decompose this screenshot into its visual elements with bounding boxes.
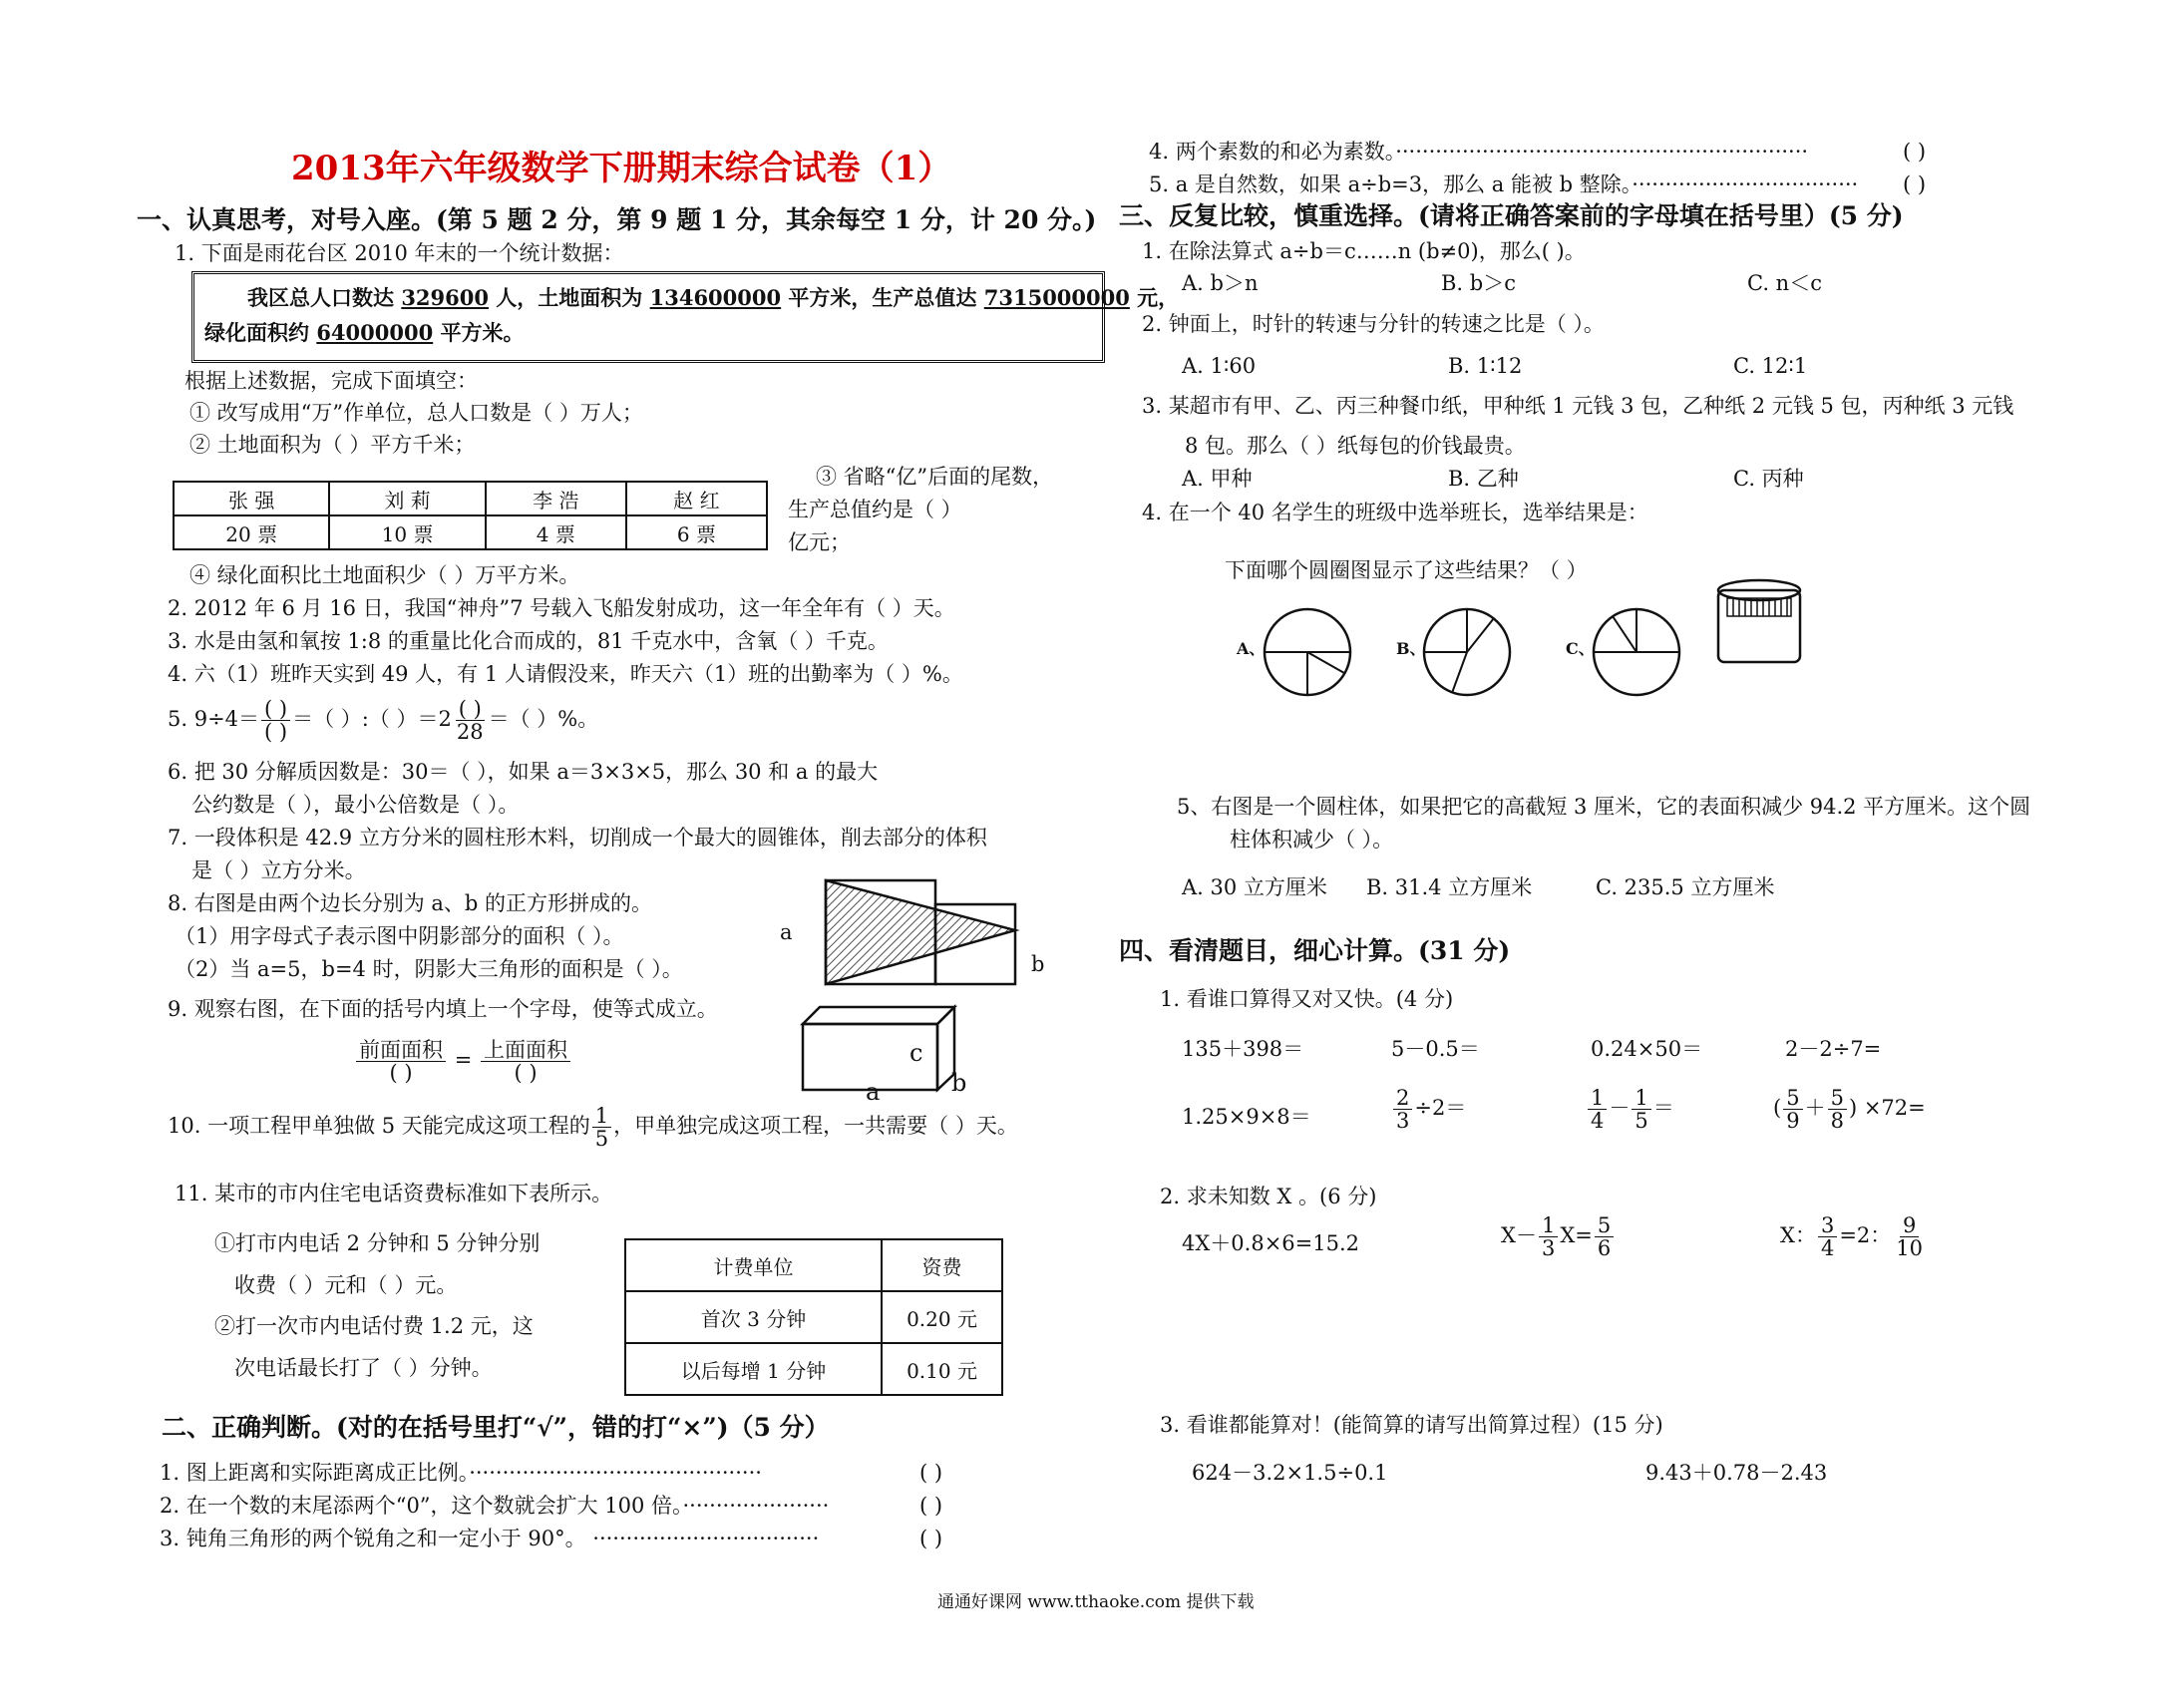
section-1-heading: 一、认真思考，对号入座。(第 5 题 2 分，第 9 题 1 分，其余每空 1 分，计 20 分。): [137, 205, 1097, 234]
calc-1-text: 1. 看谁口算得又对又快。(4 分): [1160, 987, 1454, 1011]
label-c: c: [909, 1039, 923, 1067]
vote-name: 李 浩: [486, 482, 626, 515]
choice-3-opt-c: C. 丙种: [1733, 467, 1804, 491]
q11-1b: 收费（ ）元和（ ）元。: [234, 1273, 458, 1297]
judge-4: 4. 两个素数的和必为素数。······························································: [1149, 140, 1809, 164]
fee-cell: 以后每增 1 分钟: [625, 1343, 882, 1395]
calc-3-text: 3. 看谁都能算对！(能简算的请写出简算过程）(15 分): [1160, 1413, 1663, 1437]
votes-table: [173, 481, 768, 550]
cylinder-icon: [1713, 576, 1805, 676]
calc-1-r1-c: 0.24×50＝: [1591, 1037, 1703, 1061]
section-4-heading: 四、看清题目，细心计算。(31 分): [1119, 936, 1511, 965]
choice-5-line-2: 柱体积减少（ ）。: [1230, 828, 1394, 852]
calc-1-r1-b: 5－0.5＝: [1391, 1037, 1480, 1061]
section-2-heading: 二、正确判断。(对的在括号里打“√”，错的打“×”)（5 分）: [162, 1413, 830, 1442]
fill-3a: ③ 省略“亿”后面的尾数，: [816, 465, 1054, 489]
q7-line-2: 是（ ）立方分米。: [191, 858, 366, 882]
calc-1-r2-a: 1.25×9×8＝: [1182, 1105, 1311, 1129]
calc-3-eq-1: 624－3.2×1.5÷0.1: [1192, 1461, 1388, 1485]
calc-1-r2-c: $\frac{1}{4}$ － $\frac{1}{5}$ ＝: [1586, 1087, 1674, 1132]
fill-3c: 亿元；: [788, 530, 851, 554]
q1-text: 1. 下面是雨花台区 2010 年末的一个统计数据：: [175, 241, 624, 265]
q11-2a: ②打一次市内电话付费 1.2 元，这: [214, 1314, 534, 1338]
q5-text: 5. 9÷4＝ $\frac{( )}{( )}$ ＝（ ）:（ ）＝2 $\frac{( )}{28}$ ＝（ ）%。: [168, 697, 599, 745]
q8-line-2: （1）用字母式子表示图中阴影部分的面积（ ）。: [175, 924, 624, 948]
calc-1-r1-d: 2－2÷7=: [1785, 1037, 1882, 1061]
cuboid-figure: [798, 1002, 967, 1097]
calc-1-r2-d: ( $\frac{5}{9}$ ＋ $\frac{5}{8}$ ) ×72=: [1773, 1086, 1926, 1134]
choice-2-opt-b: B. 1∶12: [1448, 354, 1523, 378]
fee-header: 资费: [882, 1239, 1002, 1291]
choice-3-opt-b: B. 乙种: [1448, 467, 1519, 491]
vote-name: 赵 红: [626, 482, 767, 515]
vote-count: 20 票: [174, 515, 329, 549]
choice-3-line-2: 8 包。那么（ ）纸每包的价钱最贵。: [1185, 434, 1526, 458]
judge-1-paren: ( ): [919, 1461, 943, 1485]
stats-line-2: 绿化面积约 64000000 平方米。: [204, 320, 525, 345]
fee-cell: 0.10 元: [882, 1343, 1002, 1395]
fill-prompt: 根据上述数据，完成下面填空：: [184, 369, 478, 393]
fee-cell: 首次 3 分钟: [625, 1291, 882, 1343]
fill-1: ① 改写成用“万”作单位，总人口数是（ ）万人；: [189, 401, 643, 425]
q11-1a: ①打市内电话 2 分钟和 5 分钟分别: [214, 1231, 541, 1255]
choice-5-line-1: 5、右图是一个圆柱体，如果把它的高截短 3 厘米，它的表面积减少 94.2 平方厘米。这个圆: [1177, 795, 2031, 819]
q6-line-2: 公约数是（ ），最小公倍数是（ ）。: [191, 793, 520, 817]
judge-5-paren: ( ): [1903, 172, 1927, 196]
judge-1: 1. 图上距离和实际距离成正比例。············································: [160, 1461, 762, 1485]
vote-count: 4 票: [486, 515, 626, 549]
choice-1: 1. 在除法算式 a÷b＝c……n (b≠0)，那么( )。: [1142, 239, 1586, 263]
judge-4-paren: ( ): [1903, 140, 1927, 164]
calc-1-r2-b: $\frac{2}{3}$ ÷2＝: [1391, 1087, 1466, 1132]
q8-line-3: （2）当 a=5，b=4 时，阴影大三角形的面积是（ ）。: [175, 957, 683, 981]
pie-label-c: C、: [1566, 639, 1595, 658]
q4-text: 4. 六（1）班昨天实到 49 人，有 1 人请假没来，昨天六（1）班的出勤率为（ ）%。: [168, 662, 963, 686]
choice-5-opt-b: B. 31.4 立方厘米: [1366, 875, 1533, 899]
choice-2: 2. 钟面上，时针的转速与分针的转速之比是（ ）。: [1142, 312, 1605, 336]
choice-2-opt-a: A. 1∶60: [1182, 354, 1257, 378]
label-a: a: [780, 920, 793, 944]
footer-text: 通通好课网 www.tthaoke.com 提供下载: [937, 1592, 1255, 1612]
q11-text: 11. 某市的市内住宅电话资费标准如下表所示。: [175, 1182, 613, 1205]
judge-2-paren: ( ): [919, 1494, 943, 1518]
vote-count: 6 票: [626, 515, 767, 549]
label-b: b: [951, 1069, 967, 1097]
choice-3-line-1: 3. 某超市有甲、乙、丙三种餐巾纸，甲种纸 1 元钱 3 包，乙种纸 2 元钱 5 包，丙种纸 3 元钱: [1142, 394, 2014, 418]
choice-1-opt-c: C. n＜c: [1747, 271, 1822, 295]
judge-3: 3. 钝角三角形的两个锐角之和一定小于 90°。 ··································: [160, 1527, 820, 1550]
section-3-heading: 三、反复比较，慎重选择。(请将正确答案前的字母填在括号里）(5 分): [1119, 201, 1904, 230]
choice-2-opt-c: C. 12∶1: [1733, 354, 1808, 378]
calc-2-eq-1: 4X＋0.8×6=15.2: [1182, 1231, 1360, 1255]
pie-chart-c-icon: [1591, 606, 1682, 698]
label-a: a: [866, 1078, 881, 1106]
pie-chart-b-icon: [1421, 606, 1513, 698]
choice-3-opt-a: A. 甲种: [1182, 467, 1253, 491]
q9-equation: $\frac{\text{前面面积}}{( )}$ = $\frac{\text{上面面积}}{( )}$: [354, 1039, 572, 1084]
vote-name: 刘 莉: [329, 482, 485, 515]
q8-line-1: 8. 右图是由两个边长分别为 a、b 的正方形拼成的。: [168, 891, 653, 915]
vote-count: 10 票: [329, 515, 485, 549]
calc-1-r1-a: 135＋398＝: [1182, 1037, 1304, 1061]
q7-line-1: 7. 一段体积是 42.9 立方分米的圆柱形木料，切削成一个最大的圆锥体，削去部分的体积: [168, 826, 987, 850]
judge-5: 5. a 是自然数，如果 a÷b=3，那么 a 能被 b 整除。··································: [1149, 172, 1859, 196]
pie-label-b: B、: [1396, 639, 1426, 658]
fill-3b: 生产总值约是（ ）: [788, 498, 962, 521]
fill-2: ② 土地面积为（ ）平方千米；: [189, 433, 476, 457]
q3-text: 3. 水是由氢和氧按 1:8 的重量比化合而成的，81 千克水中，含氧（ ）千克。: [168, 629, 889, 653]
fee-table: [624, 1238, 1003, 1396]
choice-1-opt-a: A. b＞n: [1182, 271, 1259, 295]
fee-header: 计费单位: [625, 1239, 882, 1291]
calc-2-text: 2. 求未知数 X 。(6 分): [1160, 1185, 1377, 1208]
choice-4: 4. 在一个 40 名学生的班级中选举班长，选举结果是：: [1142, 501, 1648, 524]
q6-line-1: 6. 把 30 分解质因数是：30＝（ ），如果 a＝3×3×5，那么 30 和 a 的最大: [168, 760, 879, 784]
pie-chart-a-icon: [1262, 606, 1353, 698]
choice-5-opt-c: C. 235.5 立方厘米: [1596, 875, 1775, 899]
page-title: 2013年六年级数学下册期末综合试卷（1）: [291, 149, 952, 188]
q11-2b: 次电话最长打了（ ）分钟。: [234, 1356, 493, 1380]
calc-2-eq-2: X－ $\frac{1}{3}$ X= $\frac{5}{6}$: [1501, 1214, 1616, 1259]
two-squares-figure: [823, 877, 1022, 987]
judge-2: 2. 在一个数的末尾添两个“0”，这个数就会扩大 100 倍。······················: [160, 1494, 830, 1518]
label-b: b: [1031, 952, 1045, 976]
judge-3-paren: ( ): [919, 1527, 943, 1550]
choice-4-question: 下面哪个圆圈图显示了这些结果？（ ）: [1225, 558, 1588, 582]
q9-text: 9. 观察右图，在下面的括号内填上一个字母，使等式成立。: [168, 997, 718, 1021]
fee-cell: 0.20 元: [882, 1291, 1002, 1343]
choice-1-opt-b: B. b＞c: [1441, 271, 1516, 295]
choice-5-opt-a: A. 30 立方厘米: [1182, 875, 1327, 899]
fill-4: ④ 绿化面积比土地面积少（ ）万平方米。: [189, 563, 580, 587]
calc-2-eq-3: X： $\frac{3}{4}$ =2： $\frac{9}{10}$: [1780, 1213, 1924, 1261]
pie-label-a: A、: [1237, 639, 1266, 658]
vote-name: 张 强: [174, 482, 329, 515]
q2-text: 2. 2012 年 6 月 16 日，我国“神舟”7 号载入飞船发射成功，这一年全年有（ ）天。: [168, 596, 955, 620]
stats-line-1: 我区总人口数达 329600 人，土地面积为 134600000 平方米，生产总值达 7315000000 元，: [247, 285, 1180, 310]
calc-3-eq-2: 9.43＋0.78－2.43: [1645, 1461, 1828, 1485]
q10-text: 10. 一项工程甲单独做 5 天能完成这项工程的 $\frac{1}{5}$ ，甲单独完成这项工程，一共需要（ ）天。: [168, 1104, 1018, 1152]
